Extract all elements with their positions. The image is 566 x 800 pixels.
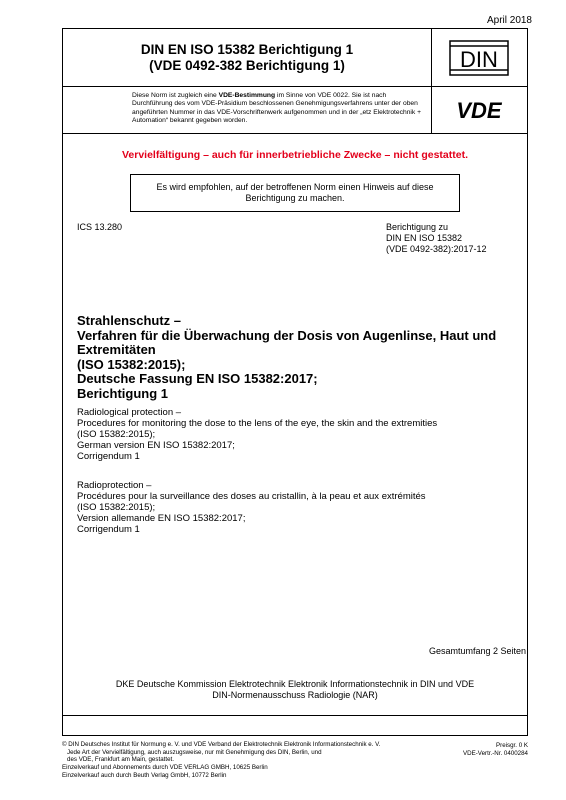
correction-line-1: Berichtigung zu [386, 222, 449, 232]
copyright-line-3: des VDE, Frankfurt am Main, gestattet. [67, 756, 174, 764]
german-title-line: Strahlenschutz – [77, 313, 182, 328]
german-title-line: Extremitäten [77, 342, 156, 358]
din-logo [431, 29, 527, 86]
notice-bold: VDE-Bestimmung [218, 92, 276, 99]
publication-date: April 2018 [486, 15, 532, 26]
german-title-line: (ISO 15382:2015); [77, 356, 186, 372]
advice-line-2: Berichtigung zu machen. [245, 193, 345, 203]
committee-info [63, 679, 527, 701]
committee-line-1: DKE Deutsche Kommission Elektrotechnik Elektronik Informationstechnik in DIN und VDE [115, 679, 475, 689]
ics-code: ICS 13.280 [77, 222, 123, 232]
english-title-line: Corrigendum 1 [77, 451, 140, 463]
copyright-line-2: Jede Art der Vervielfältigung, auch auszugsweise, nur mit Genehmigung des DIN, Berlin, und [67, 748, 322, 756]
english-title-line: Radiological protection – [77, 407, 182, 418]
vde-logo-icon [444, 98, 514, 122]
french-title-line: Version allemande EN ISO 15382:2017; [77, 513, 246, 525]
copyright-line-1: © DIN Deutsches Institut für Normung e. V. und VDE Verband der Elektrotechnik Elektronik Informationstechnik e. V. [62, 741, 381, 748]
vde-logo-text: VDE [456, 97, 502, 122]
document-title [63, 29, 431, 86]
advice-line-1: Es wird empfohlen, auf der betroffenen Norm einen Hinweis auf diese [156, 182, 434, 192]
divider [63, 715, 527, 716]
footer-copyright [62, 741, 380, 780]
english-title-line: Procedures for monitoring the dose to the lens of the eye, the skin and the extremities [77, 418, 438, 430]
title-line-1: DIN EN ISO 15382 Berichtigung 1 [140, 41, 354, 57]
committee-line-2: DIN-Normenausschuss Radiologie (NAR) [212, 690, 378, 700]
french-title-line: Procédures pour la surveillance des doses au cristallin, à la peau et aux extrémités [77, 491, 426, 503]
german-title-line: Berichtigung 1 [77, 385, 169, 401]
din-logo-icon [449, 40, 509, 76]
sales-line-1: Einzelverkauf und Abonnements durch VDE VERLAG GMBH, 10625 Berlin [62, 764, 268, 772]
german-title-line: Deutsche Fassung EN ISO 15382:2017; [77, 371, 318, 387]
correction-line-3: (VDE 0492-382):2017-12 [386, 244, 487, 254]
footer-price [463, 742, 528, 758]
french-title-line: Corrigendum 1 [77, 524, 140, 536]
french-title-line: (ISO 15382:2015); [77, 502, 156, 514]
german-title [77, 314, 496, 402]
notice-suffix: im Sinne von VDE 0022. Sie ist nach Durchführung des vom VDE-Präsidium beschlossenen Genehmigungsverfahrens unter der oben angeführten Nummer in das VDE-Vorschriftenwerk aufgenommen und in der „etz Elektrotechnik + Automation“ bekannt gegeben worden. [132, 92, 422, 124]
english-title-line: German version EN ISO 15382:2017; [77, 440, 235, 452]
advice-box [130, 174, 460, 212]
english-title [77, 407, 437, 462]
french-title [77, 480, 426, 535]
reproduction-warning: Vervielfältigung – auch für innerbetriebliche Zwecke – nicht gestattet. [121, 149, 468, 161]
notice-prefix: Diese Norm ist zugleich eine [132, 92, 219, 99]
correction-line-2: DIN EN ISO 15382 [386, 233, 463, 243]
sales-line-2: Einzelverkauf auch durch Beuth Verlag GmbH, 10772 Berlin [62, 771, 227, 779]
title-line-2: (VDE 0492-382 Berichtigung 1) [149, 57, 345, 73]
page-count: Gesamtumfang 2 Seiten [428, 646, 526, 656]
vde-logo [431, 86, 527, 133]
correction-reference [386, 222, 487, 255]
english-title-line: (ISO 15382:2015); [77, 429, 156, 441]
divider [63, 133, 527, 134]
vde-notice [132, 92, 427, 125]
vde-contract-number: VDE-Vertr.-Nr. 0400284 [463, 750, 528, 757]
price-group: Preisgr. 0 K [496, 742, 528, 749]
din-logo-text: DIN [460, 46, 498, 72]
french-title-line: Radioprotection – [77, 480, 152, 491]
german-title-line: Verfahren für die Überwachung der Dosis von Augenlinse, Haut und [77, 327, 497, 343]
